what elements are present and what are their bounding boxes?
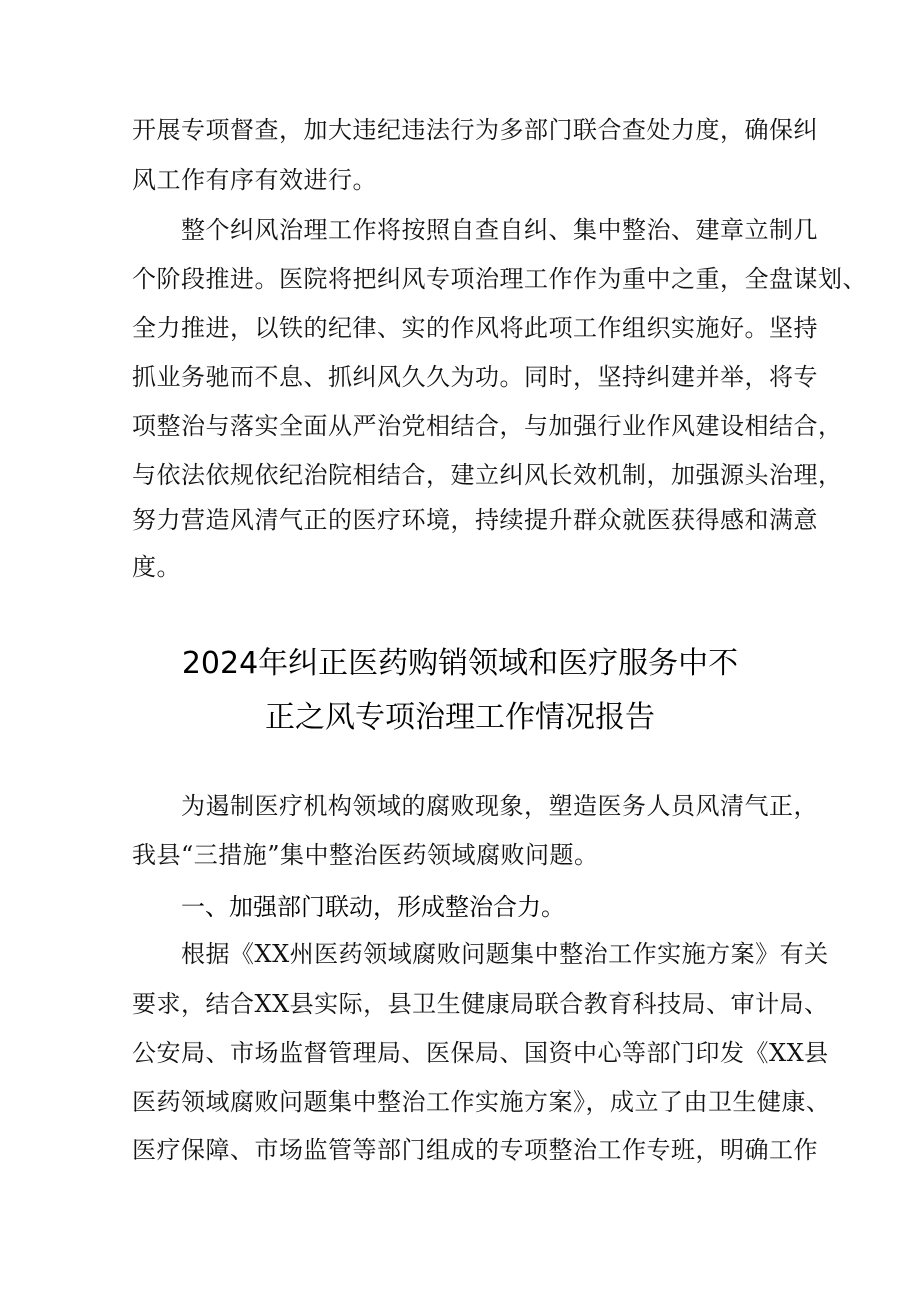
paragraph-line: 风工作有序有效进行。 <box>132 166 377 194</box>
paragraph-line: 医疗保障、市场监管等部门组成的专项整治工作专班，明确工作 <box>132 1136 818 1164</box>
paragraph-line: 抓业务驰而不息、抓纠风久久为功。同时，坚持纠建并举，将专 <box>132 363 818 391</box>
section-heading: 一、加强部门联动，形成整治合力。 <box>181 893 565 921</box>
paragraph-line: 度。 <box>132 553 181 581</box>
report-title-line-2: 正之风专项治理工作情况报告 <box>265 700 655 735</box>
paragraph-line: 项整治与落实全面从严治党相结合，与加强行业作风建设相结合， <box>132 412 843 440</box>
paragraph-line: 我县“三措施”集中整治医药领域腐败问题。 <box>132 841 599 869</box>
report-title-line-1: 2024年纠正医药购销领域和医疗服务中不 <box>181 646 739 681</box>
paragraph-line: 整个纠风治理工作将按照自查自纠、集中整治、建章立制几 <box>181 216 818 244</box>
paragraph-line: 根据《XX州医药领域腐败问题集中整治工作实施方案》有关 <box>181 940 829 968</box>
paragraph-line: 个阶段推进。医院将把纠风专项治理工作作为重中之重，全盘谋划、 <box>132 265 867 293</box>
paragraph-line: 公安局、市场监督管理局、医保局、国资中心等部门印发《XX县 <box>132 1039 829 1067</box>
paragraph-line: 努力营造风清气正的医疗环境，持续提升群众就医获得感和满意 <box>132 506 818 534</box>
paragraph-line: 为遏制医疗机构领域的腐败现象，塑造医务人员风清气正， <box>181 792 818 820</box>
paragraph-line: 与依法依规依纪治院相结合，建立纠风长效机制，加强源头治理， <box>132 461 843 489</box>
paragraph-line: 开展专项督查，加大违纪违法行为多部门联合查处力度，确保纠 <box>132 116 818 144</box>
paragraph-line: 要求，结合XX县实际，县卫生健康局联合教育科技局、审计局、 <box>132 990 829 1018</box>
paragraph-line: 医药领域腐败问题集中整治工作实施方案》，成立了由卫生健康、 <box>132 1088 831 1116</box>
paragraph-line: 全力推进，以铁的纪律、实的作风将此项工作组织实施好。坚持 <box>132 314 818 342</box>
